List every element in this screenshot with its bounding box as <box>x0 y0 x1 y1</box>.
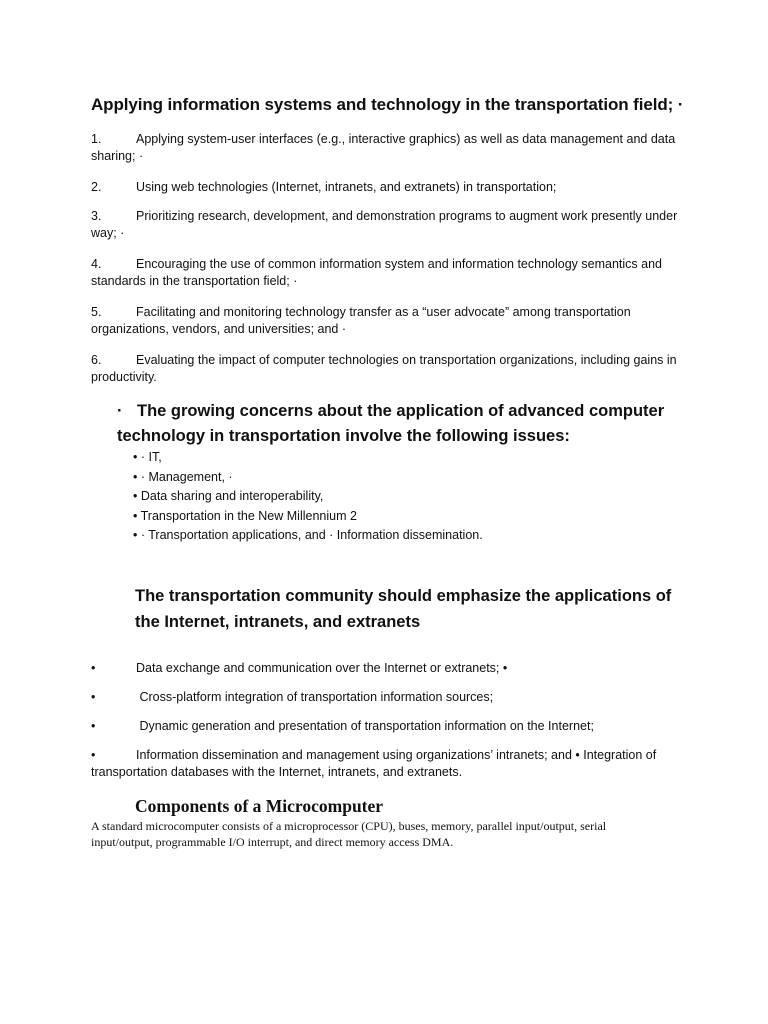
numbered-item <box>91 179 691 196</box>
item-text: Dynamic generation and presentation of transportation information on the Internet; <box>136 719 594 733</box>
list-item: • · Management, · <box>133 469 233 484</box>
item-number: 2. <box>91 180 102 194</box>
item-text: Applying system-user interfaces (e.g., interactive graphics) as well as data management and data sharing; · <box>91 132 676 163</box>
item-number: 4. <box>91 257 102 271</box>
heading-growing-concerns <box>117 399 697 449</box>
numbered-item <box>91 352 691 386</box>
heading-marker: · <box>117 402 123 420</box>
item-text: Using web technologies (Internet, intranets, and extranets) in transportation; <box>136 180 557 194</box>
microcomputer-paragraph: A standard microcomputer consists of a microprocessor (CPU), buses, memory, parallel input/output, serial input/output, programmable I/O interrupt, and direct memory access DMA. <box>91 819 607 849</box>
application-item <box>91 689 691 706</box>
numbered-item <box>91 256 691 290</box>
numbered-item <box>91 208 691 242</box>
item-text: Information dissemination and management using organizations’ intranets; and • Integration of transportation databases with the Internet, intranets, and extranets. <box>91 748 657 779</box>
numbered-item <box>91 304 691 338</box>
list-item: • Data sharing and interoperability, <box>133 489 324 503</box>
numbered-item <box>91 131 691 165</box>
heading-information-systems: Applying information systems and technology in the transportation field; · <box>91 95 684 114</box>
item-number: 6. <box>91 353 102 367</box>
heading-text: The growing concerns about the application of advanced computer technology in transportation involve the following issues: <box>117 402 665 445</box>
list-item: • Transportation in the New Millennium 2 <box>133 508 357 523</box>
item-text: Cross-platform integration of transportation information sources; <box>136 690 494 704</box>
list-item: • · Transportation applications, and · Information dissemination. <box>133 528 483 542</box>
item-text: Evaluating the impact of computer technologies on transportation organizations, including gains in productivity. <box>91 353 677 384</box>
item-text: Prioritizing research, development, and demonstration programs to augment work presently under way; · <box>91 209 678 240</box>
item-text: Facilitating and monitoring technology transfer as a “user advocate” among transportation organizations, vendors, and universities; and · <box>91 305 631 336</box>
bullet-marker: • <box>91 748 96 762</box>
item-number: 5. <box>91 305 102 319</box>
item-text: Encouraging the use of common information system and information technology semantics and standards in the transportation field; · <box>91 257 662 288</box>
bullet-marker: • <box>91 719 96 733</box>
item-number: 3. <box>91 209 102 223</box>
application-item <box>91 660 691 677</box>
item-number: 1. <box>91 132 102 146</box>
issues-list <box>133 448 483 546</box>
list-item: • · IT, <box>133 450 162 464</box>
application-item <box>91 718 691 735</box>
bullet-marker: • <box>91 690 96 704</box>
heading-transportation-community: The transportation community should emphasize the applications of the Internet, intranets, and extranets <box>135 587 672 631</box>
heading-microcomputer: Components of a Microcomputer <box>135 796 384 816</box>
item-text: Data exchange and communication over the Internet or extranets; • <box>136 661 508 675</box>
bullet-marker: • <box>91 661 96 675</box>
application-item <box>91 747 691 781</box>
